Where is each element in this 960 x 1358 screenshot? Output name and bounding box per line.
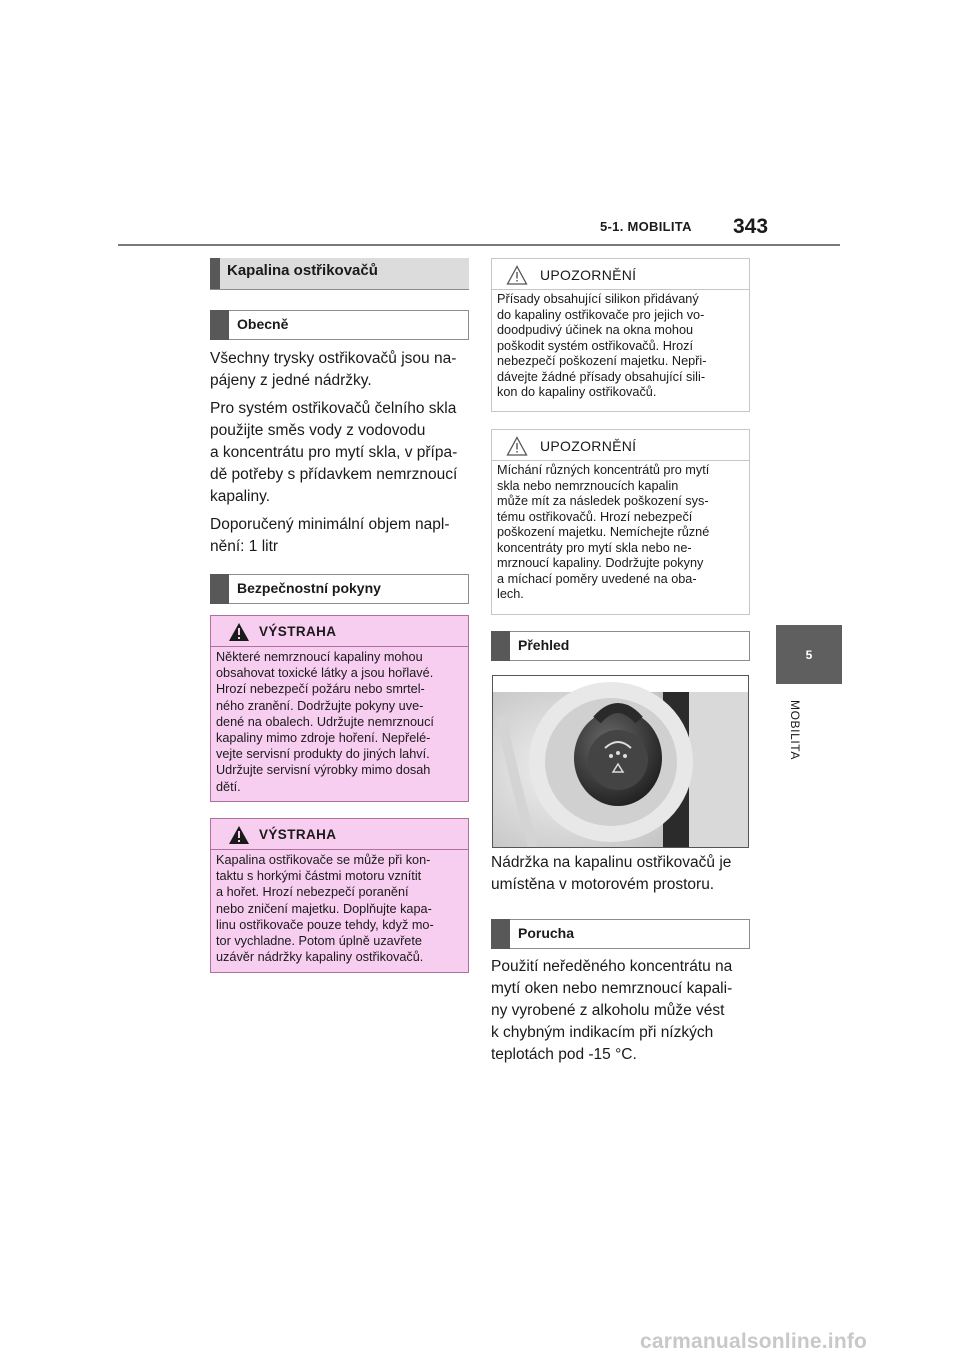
caution-label: UPOZORNĚNÍ [540, 438, 637, 454]
text-line: kapaliny. [210, 488, 271, 505]
caution-triangle-icon [506, 265, 528, 290]
subheading-text: Obecně [237, 316, 289, 332]
warning-triangle-icon [228, 622, 250, 647]
subheading-text: Přehled [518, 637, 570, 653]
text-line: nění: 1 litr [210, 538, 279, 555]
text-line: doodpudivý účinek na okna mohou [497, 323, 694, 337]
heading-bar [210, 258, 220, 289]
subheading-fault [491, 919, 750, 949]
text-line: Udržujte servisní výrobky mimo dosah [216, 763, 431, 778]
text-line: Některé nemrznoucí kapaliny mohou [216, 650, 423, 664]
text-line: tor vychladne. Potom úplně uzavřete [216, 934, 422, 949]
fault-text [491, 956, 761, 1066]
text-line: a koncentrátu pro mytí skla, v přípa- [210, 444, 458, 461]
text-line: uzávěr nádržky kapaliny ostřikovačů. [216, 950, 424, 965]
washer-reservoir-photo [492, 675, 749, 848]
overview-caption [491, 852, 761, 896]
heading-bar [491, 631, 510, 661]
text-line: a míchací poměry uvedené na oba- [497, 571, 697, 586]
text-line: vejte servisní produkty do jiných lahví. [216, 747, 430, 762]
text-line: nebezpečí poškození majetku. Nepři- [497, 354, 707, 368]
heading-bar [210, 574, 229, 604]
text-line: nebo zničení majetku. Doplňujte kapa- [216, 901, 432, 916]
text-line: tému ostřikovačů. Hrozí nebezpečí [497, 509, 693, 524]
divider [492, 289, 749, 290]
chapter-name-vertical [766, 700, 820, 790]
text-line: Pro systém ostřikovačů čelního skla [210, 400, 457, 417]
text-line: může mít za následek poškození sys- [497, 494, 709, 508]
text-line: kapaliny mimo zdroje hoření. Nepřelé- [216, 731, 431, 746]
watermark: carmanualsonline.info [640, 1330, 868, 1353]
text-line: lech. [497, 587, 524, 601]
text-line: dě potřeby s přídavkem nemrznoucí [210, 466, 458, 483]
text-line: dené na obalech. Udržujte nemrznoucí [216, 714, 434, 729]
warning-label: VÝSTRAHA [259, 827, 337, 842]
divider [492, 460, 749, 461]
divider [211, 646, 468, 647]
subheading-safety [210, 574, 469, 604]
warning-box [210, 615, 469, 802]
chapter-number: 5 [805, 647, 813, 662]
subheading-text: Bezpečnostní pokyny [237, 580, 381, 596]
text-line: k chybným indikacím při nízkých [491, 1024, 714, 1041]
chapter-tab[interactable] [776, 625, 842, 684]
text-line: Nádržka na kapalinu ostřikovačů je [491, 854, 732, 871]
text-line: Všechny trysky ostřikovačů jsou na- [210, 350, 457, 367]
heading-bar [210, 310, 229, 340]
warning-text [216, 649, 464, 795]
text-line: obsahovat toxické látky a jsou hořlavé. [216, 666, 434, 681]
warning-triangle-icon [228, 825, 250, 850]
divider [211, 849, 468, 850]
text-line: Hrozí nebezpečí požáru nebo smrtel- [216, 682, 425, 697]
caution-text [497, 463, 745, 603]
header-rule [118, 244, 840, 246]
subheading-overview [491, 631, 750, 661]
caution-box [491, 429, 750, 615]
text-line: dávejte žádné přísady obsahující sili- [497, 369, 706, 384]
text-line: a hořet. Hrozí nebezpečí poranění [216, 885, 409, 900]
main-heading [210, 258, 469, 290]
caution-triangle-icon [506, 436, 528, 461]
text-line: skla nebo nemrznoucích kapalin [497, 478, 679, 493]
heading-bar [491, 919, 510, 949]
caution-label: UPOZORNĚNÍ [540, 267, 637, 283]
text-line: Doporučený minimální objem napl- [210, 516, 450, 533]
subheading-text: Porucha [518, 925, 575, 941]
text-line: do kapaliny ostřikovače pro jejich vo- [497, 307, 705, 322]
caution-title [492, 436, 749, 456]
text-line: mytí oken nebo nemrznoucí kapali- [491, 980, 733, 997]
warning-label: VÝSTRAHA [259, 624, 337, 639]
warning-title [211, 622, 468, 642]
text-line: kon do kapaliny ostřikovačů. [497, 385, 657, 399]
text-line: poškození majetku. Nemíchejte různé [497, 525, 710, 539]
text-line: ného zranění. Dodržujte pokyny uve- [216, 698, 424, 713]
text-line: poškodit systém ostřikovačů. Hrozí [497, 338, 694, 353]
text-line: Použití neředěného koncentrátu na [491, 958, 733, 975]
text-line: taktu s horkými částmi motoru vznítit [216, 869, 422, 884]
text-line: použijte směs vody z vodovodu [210, 422, 426, 439]
chapter-name: MOBILITA [788, 700, 802, 760]
text-line: dětí. [216, 779, 241, 794]
subheading-general [210, 310, 469, 340]
text-line: Kapalina ostřikovače se může při kon- [216, 853, 431, 867]
warning-text [216, 852, 464, 965]
text-line: umístěna v motorovém prostoru. [491, 876, 715, 893]
text-line: teplotách pod -15 °C. [491, 1046, 637, 1063]
text-line: Přísady obsahující silikon přidávaný [497, 292, 699, 306]
section-title: 5-1. MOBILITA [600, 219, 692, 234]
text-line: Míchání různých koncentrátů pro mytí [497, 463, 710, 477]
main-heading-text: Kapalina ostřikovačů [227, 262, 378, 279]
text-line: koncentráty pro mytí skla nebo ne- [497, 540, 692, 555]
warning-title [211, 825, 468, 845]
general-text [210, 348, 472, 558]
text-line: ny vyrobené z alkoholu může vést [491, 1002, 725, 1019]
caution-title [492, 265, 749, 285]
text-line: pájeny z jedné nádržky. [210, 372, 372, 389]
text-line: mrznoucí kapaliny. Dodržujte pokyny [497, 556, 704, 570]
warning-box [210, 818, 469, 973]
caution-box [491, 258, 750, 412]
page-number: 343 [733, 215, 769, 238]
caution-text [497, 292, 745, 401]
text-line: linu ostřikovače pouze tehdy, když mo- [216, 917, 434, 932]
